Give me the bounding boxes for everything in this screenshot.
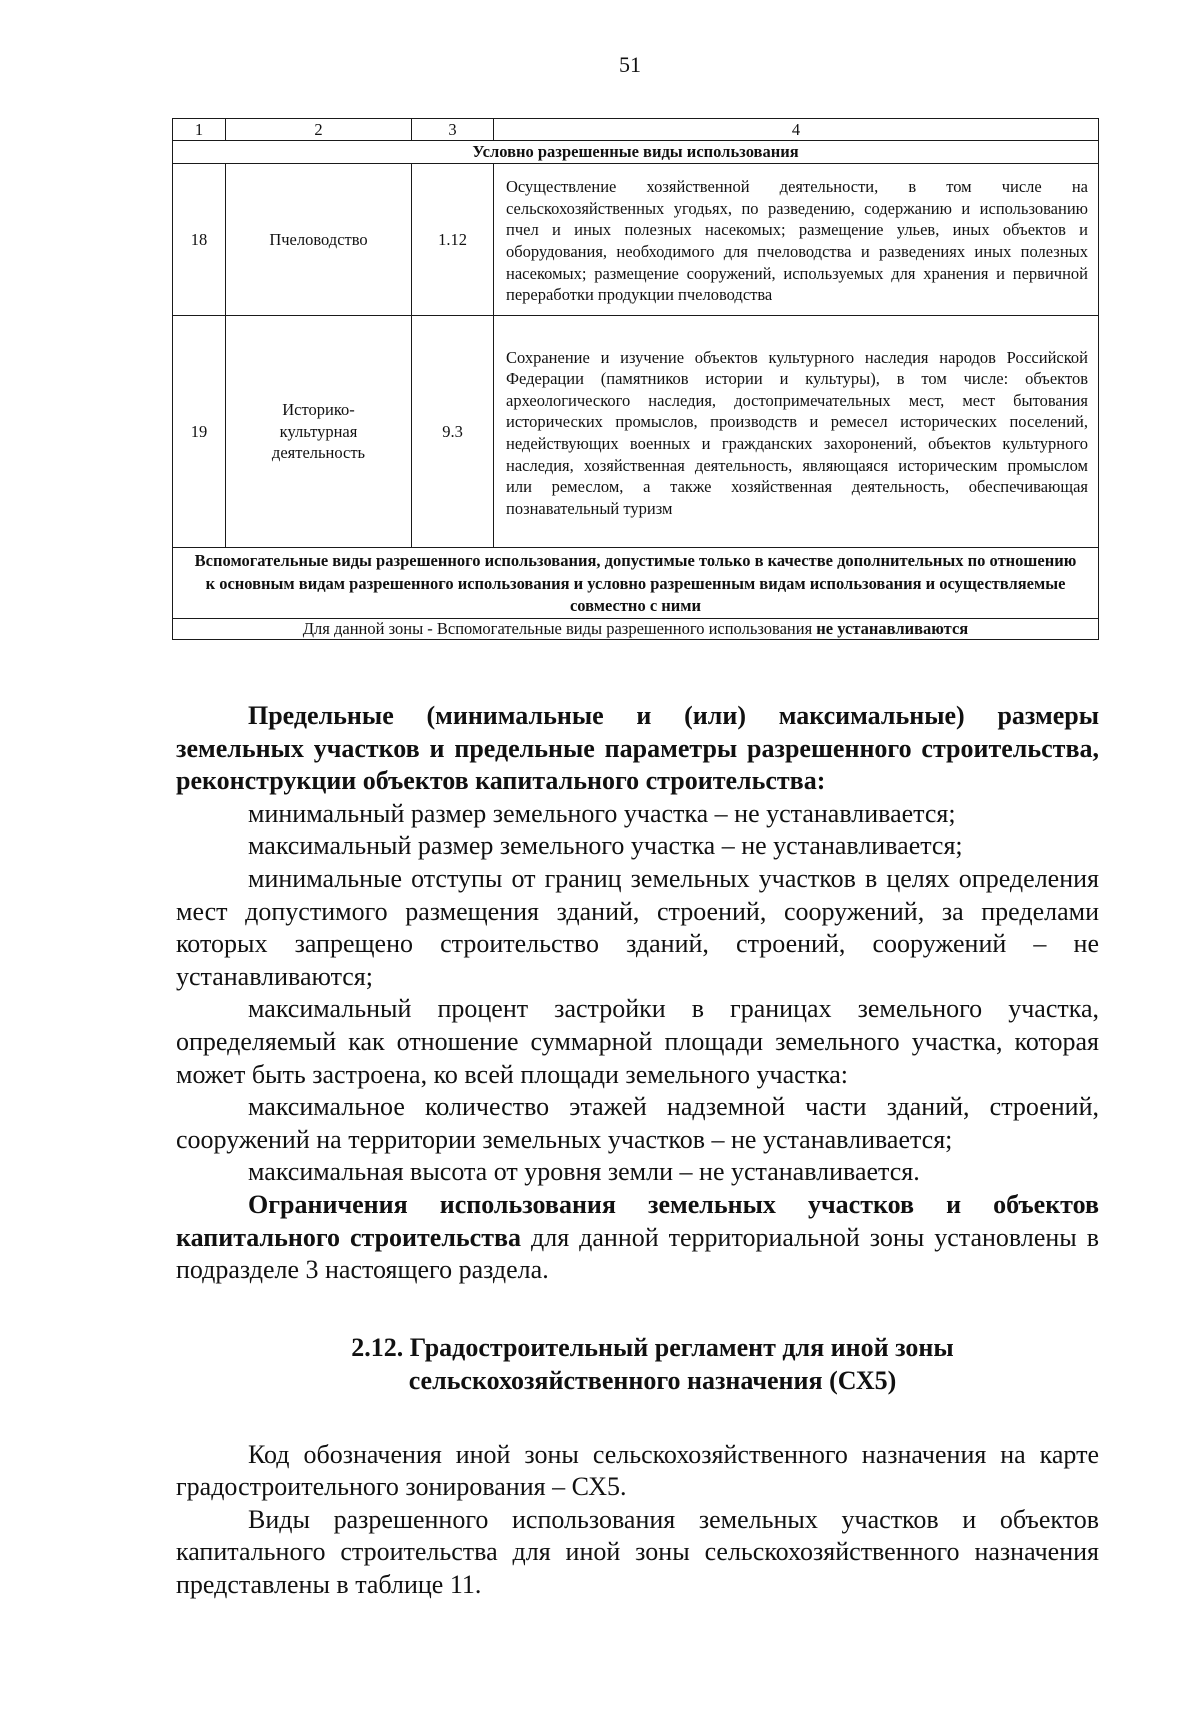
table-row [173, 164, 1099, 316]
section-heading-line1: 2.12. Градостроительный регламент для иной зоны [351, 1332, 954, 1362]
use-code: 1.12 [412, 164, 494, 316]
min-setbacks: минимальные отступы от границ земельных участков в целях определения мест допустимого размещения зданий, строений, сооружений, за пределами которых запрещено строительство зданий, строений, сооружений – не устанавливаются; [176, 863, 1099, 991]
use-description: Сохранение и изучение объектов культурного наследия народов Российской Федерации (памятников истории и культуры), в том числе: объектов археологического наследия, достопримечательных мест, мест бытования исторических промыслов, производств и ремесел исторических поселений, недействующих военных и гражданских захоронений, объектов культурного наследия, хозяйственная деятельность, являющаяся историческим промыслом или ремеслом, а также хозяйственная деятельность, обеспечивающая познавательный туризм [494, 316, 1099, 548]
use-name: Пчеловодство [226, 164, 412, 316]
use-code: 9.3 [412, 316, 494, 548]
header-cell-4: 4 [494, 119, 1099, 141]
main-text [176, 700, 1099, 1602]
header-cell-1: 1 [173, 119, 226, 141]
use-name: Историко-культурная деятельность [226, 316, 412, 548]
max-building-percent: максимальный процент застройки в границах земельного участка, определяемый как отношение суммарной площади земельного участка, которая может быть застроена, ко всей площади земельного участка: [176, 994, 1099, 1089]
land-use-table [172, 118, 1099, 640]
section-row-auxiliary [173, 548, 1099, 619]
note-row [173, 618, 1099, 639]
section-heading-line2: сельскохозяйственного назначения (СХ5) [408, 1365, 897, 1395]
section-heading [176, 1331, 1099, 1397]
header-cell-3: 3 [412, 119, 494, 141]
max-height: максимальная высота от уровня земли – не устанавливается. [248, 1157, 920, 1187]
max-floors: максимальное количество этажей надземной части зданий, строений, сооружений на территории земельных участков – не устанавливается; [176, 1092, 1099, 1154]
header-cell-2: 2 [226, 119, 412, 141]
restrictions-paragraph [176, 1189, 1099, 1287]
row-number: 18 [173, 164, 226, 316]
zone-note-text: Для данной зоны - Вспомогательные виды разрешенного использования [302, 618, 817, 638]
page-number: 51 [619, 52, 641, 77]
min-plot-size: минимальный размер земельного участка – не устанавливается; [248, 798, 956, 828]
zone-note [173, 618, 1099, 639]
zone-code-paragraph: Код обозначения иной зоны сельскохозяйственного назначения на карте градостроительного зонирования – СХ5. [176, 1439, 1099, 1502]
use-description: Осуществление хозяйственной деятельности, в том числе на сельскохозяйственных угодьях, по разведению, содержанию и использованию пчел и иных полезных насекомых; размещение ульев, иных объектов и оборудования, необходимого для пчеловодства и разведениях иных полезных насекомых; размещение сооружений, используемых для хранения и первичной переработки продукции пчеловодства [494, 164, 1099, 316]
limits-heading: Предельные (минимальные и (или) максимальные) размеры земельных участков и предельные параметры разрешенного строительства, реконструкции объектов капитального строительства: [176, 701, 1099, 796]
zone-note-emphasis: не устанавливаются [816, 618, 969, 638]
section-row-conditional [173, 141, 1099, 164]
table-header-row [173, 119, 1099, 141]
row-number: 19 [173, 316, 226, 548]
use-types-paragraph: Виды разрешенного использования земельных участков и объектов капитального строительства для иной зоны сельскохозяйственного назначения представлены в таблице 11. [176, 1504, 1099, 1600]
restrictions-rest: для данной территориальной зоны установлены в подразделе 3 настоящего раздела. [176, 1222, 1099, 1285]
max-plot-size: максимальный размер земельного участка – не устанавливается; [248, 831, 963, 861]
restrictions-bold: Ограничения использования земельных участков и объектов капитального строительства [176, 1189, 1099, 1252]
table-row [173, 316, 1099, 548]
section-title-conditional: Условно разрешенные виды использования [173, 141, 1099, 164]
section-title-auxiliary: Вспомогательные виды разрешенного использования, допустимые только в качестве дополнительных по отношению к основным видам разрешенного использования и условно разрешенным видам использования и осуществляемые совместно с ними [173, 548, 1099, 619]
